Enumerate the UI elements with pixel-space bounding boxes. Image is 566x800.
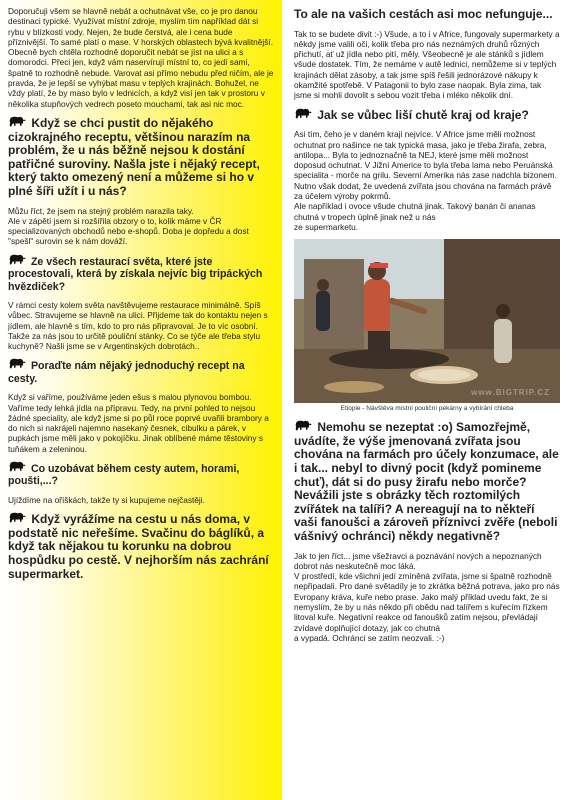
left-column	[0, 0, 282, 800]
answer-simple-recipe: Když si vaříme, používáme jeden ešus s malou plynovou bombou. Vaříme tedy lehká jídla na přípravu. Tedy, na první pohled to nejsou žádné speciality, ale když jsme si po půl roce poprvé uvařili brambory a do nich si nakrájeli najemno nasekaný česnek, cibulku a párek, v pupkách jsme měli jako v pokojíčku. Jinak oblíbené máme těstoviny s tuňákem a zeleninou.	[8, 392, 269, 454]
elephant-icon	[8, 461, 26, 473]
answer-supermarkets: Tak to se budete divit :-) Všude, a to i v Africe, fungovaly supermarkety a někdy jsme valili oči, kolik třeba pro nás neznámých druhů různých přichutí, ať už jídla nebo pití, měly. Všeobecně je ale stánků s jídlem všude dostatek. Tím, že nemáme v autě lednici, nemůžeme si v teplých krajinách dělat zásoby, a tak jsme spíš řešili jednorázové nákupy k okamžité spotřebě. V Patagonii to bylo zase naopak. Byla zima, tak jsme si mohli dovolit s sebou vozit třeba i mléko několik dní.	[294, 28, 560, 101]
photo-caption: Etiopie - Návštěva místní pouliční pekárny a vybírání chleba	[340, 405, 514, 413]
question-snacks-text: Co uzobávat během cesty autem, horami, poušti,...?	[8, 463, 240, 488]
question-travel-home-text: Když vyrážíme na cestu u nás doma, v podstatě nic neřešíme. Svačinu do báglíků, a když tak nějakou tu korunku na dobrou hospůdku po cestě. V nejhorším nás zachrání supermarket.	[8, 512, 269, 581]
question-snacks	[8, 461, 274, 488]
answer-animals: Jak to jen říct... jsme všežravci a poznávání nových a nepoznaných dobrot nás neskutečně moc láká. V prostředí, kde všichni jedí zmíněná zvířata, jsme si špatně rozhodně nepřipadali. Pro dané světadíly je to zkrátka běžná potrava, jako pro nás Evropany kráva, kuře nebo prase. Jako malý příklad uvedu fakt, že si nemyslím, že by u nás někdo při obědu nad talířem s kuřecím řízkem litoval kuře. Negativní reakce od fanoušků zatím nejsou, převládají zvídavé doplňující dotazy, jak co chutná a vypadá. Ochránci se zatím neozvali. :-)	[294, 550, 560, 643]
question-animals	[294, 420, 560, 543]
elephant-icon	[294, 420, 312, 432]
elephant-icon	[8, 254, 26, 266]
elephant-icon	[294, 108, 312, 120]
elephant-icon	[8, 512, 26, 524]
question-simple-recipe	[8, 358, 274, 385]
bakery-photo-illustration	[294, 239, 560, 403]
photo-watermark: www.BIGTRIP.CZ	[471, 388, 550, 398]
answer-snacks: Ujíždíme na oříškách, takže ty si kupujeme nejčastěji.	[8, 494, 205, 505]
question-travel-home	[8, 512, 274, 581]
answer-recipe: Můžu říct, že jsem na stejný problém narazila taky. Ale v zápětí jsem si rozšířila obzory o to, kolik máme v ČR specializovaných obchodů nebo e-shopů. Doba je dopředu a dost "spešl" surovin se k nám dováží.	[8, 205, 249, 247]
elephant-icon	[8, 358, 26, 370]
right-column	[288, 0, 566, 800]
question-tastes-text: Jak se vůbec liší chutě kraj od kraje?	[317, 107, 529, 122]
question-tastes	[294, 108, 560, 123]
question-animals-text: Nemohu se nezeptat :o) Samozřejmě, uvádíte, že výše jmenovaná zvířata jsou chována na farmách pro účely konzumace, ale i tak... nebyl to divný pocit (když pomineme chuť), dát si do pusy žirafu nebo morče? Nevážili jste s obrázky těch roztomilých zvířátek na talíři? A nereagují na to někteří vaši fanoušci a zároveň příznivci zvěře (neboli vášnivý ochránci) někdy negativně?	[294, 420, 559, 543]
photo-ethiopia-bakery	[294, 239, 560, 403]
elephant-icon	[8, 116, 26, 128]
question-recipe-text: Když se chci pustit do nějakého cizokrajného receptu, většinou narazím na problém, že u nás běžně nejsou k dostání patřičné suroviny. Našla jste i nějaký recept, který takto omezený není a můžeme si ho v plné šíři užít i u nás?	[8, 115, 260, 198]
answer-tastes: Asi tím, čeho je v daném kraji nejvíce. V Africe jsme měli možnost ochutnat pro našince ne tak typická masa, jako je třeba žirafa, zebra, antilopa... Byla to jednoznačně ta NEJ, které jsme měli možnost doposud ochutnat. V Jižní Americe to byla třeba lama nebo Peruánská specialita - morče na grilu. Severní Amerika nás zase nadchla bizonem. Nutno však dodat, že uvedená zvířata jsou chována na farmách právě za účelem výroby pokrmů. Ale například i ovoce všude chutná jinak. Takový banán či ananas chutná v tropech úplně jinak než u nás ze supermarketu.	[294, 129, 557, 232]
question-recipe	[8, 116, 274, 199]
question-simple-recipe-text: Poraďte nám nějaký jednoduchý recept na cesty.	[8, 360, 245, 385]
answer-restaurants: V rámci cesty kolem světa navštěvujeme restaurace minimálně. Spíš vůbec. Stravujeme se hlavně na ulici. Přijdeme tak do kontaktu nejen s jídlem, ale hlavně s tím, kdo to pro nás připravoval. Je to víc osobní. Takže za nás jsou to určitě pouliční stánky. Co se týče ale třeba stylu kuchyně? Našli jsme se v Argentinských dobrotách..	[8, 299, 268, 352]
question-restaurants-text: Ze všech restaurací světa, které jste procestovali, která by získala nejvíc big tripáckých hvězdiček?	[8, 255, 263, 293]
question-restaurants	[8, 254, 274, 293]
intro-paragraph: Doporučuji všem se hlavně nebát a ochutnávat vše, co je pro danou destinaci typické. Využívat místní zdroje, myslím tím například dát si rybu v blízkosti vody. Nejen, že bude čerstvá, ale i cena bude příznivější. To samé platí o mase. V horských oblastech bývá kvalitnější. Obecně bych chtěla rozhodně doporučit nebát se jíst na ulici a s domorodci. Přeci jen, když vám naservírují místní to, co jedí sami, špatně to rozhodně nebude. Varovat asi přímo nebudu před ničím, ale je pravda, že je lepší se vyhýbat masu v teplých krajinách. Bohužel, ne vždy platí, že by maso bylo v lednicích, a když visí jen tak v prostoru v několika stupňových vedrech poseto mouchami, tak asi nic moc.	[8, 6, 274, 109]
question-supermarkets: To ale na vašich cestách asi moc nefunguje...	[294, 7, 553, 21]
